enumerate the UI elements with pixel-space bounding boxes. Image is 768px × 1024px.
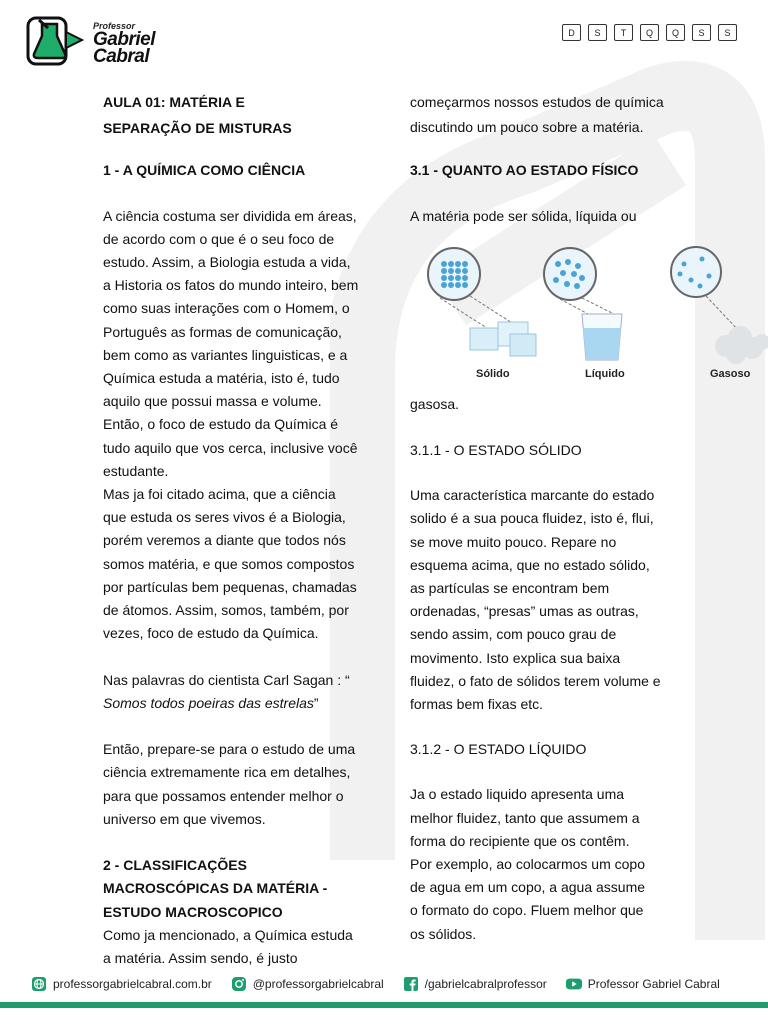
weekday-boxes xyxy=(562,24,737,41)
paragraph-line: como suas interações com o Homem, o xyxy=(103,300,350,317)
section312-paragraph xyxy=(410,783,672,945)
section311-paragraph xyxy=(410,484,672,716)
paragraph-line: começarmos nossos estudos de química xyxy=(410,94,664,110)
paragraph-line: bem como as variantes linguisticas, e a xyxy=(103,346,348,363)
paragraph-line: ordenadas, “presas” umas as outras, xyxy=(410,603,639,620)
intro-paragraph xyxy=(410,91,672,139)
paragraph-line: aquilo que possui massa e volume. xyxy=(103,393,322,410)
section311-heading: 3.1.1 - O ESTADO SÓLIDO xyxy=(410,442,582,459)
states-of-matter-figure xyxy=(410,242,768,387)
paragraph-line: forma do recipiente que os contêm. xyxy=(410,832,630,849)
website-text: professorgabrielcabral.com.br xyxy=(53,977,212,991)
closing-paragraph xyxy=(103,738,368,831)
paragraph-line: de acordo com o que é o seu foco de xyxy=(103,230,335,247)
label-solid: Sólido xyxy=(476,367,510,380)
left-column xyxy=(103,91,368,970)
facebook-icon xyxy=(402,975,420,993)
logo-name-line1: Gabriel xyxy=(93,29,155,50)
footer-accent-bar xyxy=(0,1002,768,1008)
paragraph-line: Uma característica marcante do estado xyxy=(410,487,655,504)
day-box-saturday: S xyxy=(718,24,737,41)
day-box-friday: S xyxy=(692,24,711,41)
paragraph-line: fluidez, o fato de sólidos terem volume e xyxy=(410,672,661,689)
paragraph-line: os sólidos. xyxy=(410,925,477,942)
paragraph-line: sendo assim, com pouco grau de xyxy=(410,626,617,643)
instagram-icon xyxy=(230,975,248,993)
day-box-sunday: D xyxy=(562,24,581,41)
paragraph-line: Como ja mencionado, a Química estuda xyxy=(103,926,353,943)
footer-website[interactable] xyxy=(30,975,212,993)
paragraph-line: estudo. Assim, a Biologia estuda a vida, xyxy=(103,254,351,271)
quote-body xyxy=(103,692,368,715)
paragraph-line: por partículas bem pequenas, chamadas xyxy=(103,578,357,595)
paragraph-line: Ja o estado liquido apresenta uma xyxy=(410,786,625,803)
logo-small-text: Professor xyxy=(93,21,136,31)
quote-intro: Nas palavras do cientista Carl Sagan : “ xyxy=(103,671,350,688)
paragraph-line: tudo aquilo que vos cerca, inclusive você xyxy=(103,439,358,456)
paragraph-line: de agua em um copo, a agua assume xyxy=(410,879,646,896)
globe-icon xyxy=(30,975,48,993)
heading-line: 2 - CLASSIFICAÇÕES xyxy=(103,857,247,874)
paragraph-line: formas bem fixas etc. xyxy=(410,696,544,713)
logo-name-line2: Cabral xyxy=(93,46,150,67)
label-liquid: Líquido xyxy=(585,367,625,380)
lesson-title-line2: SEPARAÇÃO DE MISTURAS xyxy=(103,120,292,137)
paragraph-line: o formato do copo. Fluem melhor que xyxy=(410,902,644,919)
day-box-wednesday: Q xyxy=(640,24,659,41)
footer-instagram[interactable] xyxy=(230,975,384,993)
paragraph-line: ciência extremamente rica em detalhes, xyxy=(103,764,351,781)
paragraph-line: discutindo um pouco sobre a matéria. xyxy=(410,119,644,136)
label-gas: Gasoso xyxy=(710,367,751,380)
footer-facebook[interactable] xyxy=(402,975,547,993)
paragraph-line: para que possamos entender melhor o xyxy=(103,787,344,804)
paragraph-line: a Historia os fatos do mundo inteiro, bem xyxy=(103,277,359,294)
paragraph-line: universo em que vivemos. xyxy=(103,810,266,827)
section312-heading: 3.1.2 - O ESTADO LÍQUIDO xyxy=(410,741,587,758)
paragraph-line: vezes, foco de estudo da Química. xyxy=(103,625,319,642)
section1-paragraph xyxy=(103,205,368,646)
paragraph-line: A ciência costuma ser dividida em áreas, xyxy=(103,207,357,224)
heading-line: MACROSCÓPICAS DA MATÉRIA - xyxy=(103,880,328,897)
paragraph-line: melhor fluidez, tanto que assumem a xyxy=(410,809,640,826)
paragraph-line: Por exemplo, ao colocarmos um copo xyxy=(410,856,645,873)
brand-logo xyxy=(26,14,166,68)
paragraph-line: movimento. Isto explica sua baixa xyxy=(410,649,621,666)
paragraph-line: somos matéria, e que somos compostos xyxy=(103,555,355,572)
facebook-text: /gabrielcabralprofessor xyxy=(424,977,547,991)
lesson-title-line1: AULA 01: MATÉRIA E xyxy=(103,94,245,110)
quote-close: ” xyxy=(313,694,319,711)
section31-text: A matéria pode ser sólida, líquida ou xyxy=(410,207,637,224)
paragraph-line: a matéria. Assim sendo, é justo xyxy=(103,950,298,967)
paragraph-line: estudante. xyxy=(103,462,169,479)
paragraph-line: se move muito pouco. Repare no xyxy=(410,533,617,550)
paragraph-line: Mas ja foi citado acima, que a ciência xyxy=(103,486,336,503)
day-box-monday: S xyxy=(588,24,607,41)
youtube-text: Professor Gabriel Cabral xyxy=(587,977,720,991)
sagan-quote xyxy=(103,669,368,715)
paragraph-line: de átomos. Assim, somos, também, por xyxy=(103,602,349,619)
flask-icon xyxy=(26,14,88,68)
paragraph-line: Então, prepare-se para o estudo de uma xyxy=(103,741,356,758)
right-column xyxy=(410,91,751,946)
quote-italic: Somos todos poeiras das estrelas xyxy=(103,694,314,711)
paragraph-line: Química estuda a matéria, isto é, tudo xyxy=(103,370,340,387)
heading-line: ESTUDO MACROSCOPICO xyxy=(103,903,283,920)
youtube-icon xyxy=(565,975,583,993)
section2-heading xyxy=(103,854,368,924)
paragraph-line: Português as formas de comunicação, xyxy=(103,323,342,340)
paragraph-line: solido é a sua pouca fluidez, isto é, flui, xyxy=(410,510,654,527)
paragraph-line: Então, o foco de estudo da Química é xyxy=(103,416,339,433)
paragraph-line: que estuda os seres vivos é a Biologia, xyxy=(103,509,346,526)
paragraph-line: porém veremos a diante que todos nós xyxy=(103,532,346,549)
day-box-thursday: Q xyxy=(666,24,685,41)
instagram-text: @professorgabrielcabral xyxy=(252,977,384,991)
section31-heading: 3.1 - QUANTO AO ESTADO FÍSICO xyxy=(410,162,639,179)
section2-paragraph xyxy=(103,924,368,970)
after-figure-text: gasosa. xyxy=(410,395,460,412)
paragraph-line: esquema acima, que no estado sólido, xyxy=(410,556,650,573)
section1-heading: 1 - A QUÍMICA COMO CIÊNCIA xyxy=(103,162,306,179)
footer xyxy=(30,972,760,996)
day-box-tuesday: T xyxy=(614,24,633,41)
footer-youtube[interactable] xyxy=(565,975,720,993)
paragraph-line: as partículas se encontram bem xyxy=(410,580,610,597)
